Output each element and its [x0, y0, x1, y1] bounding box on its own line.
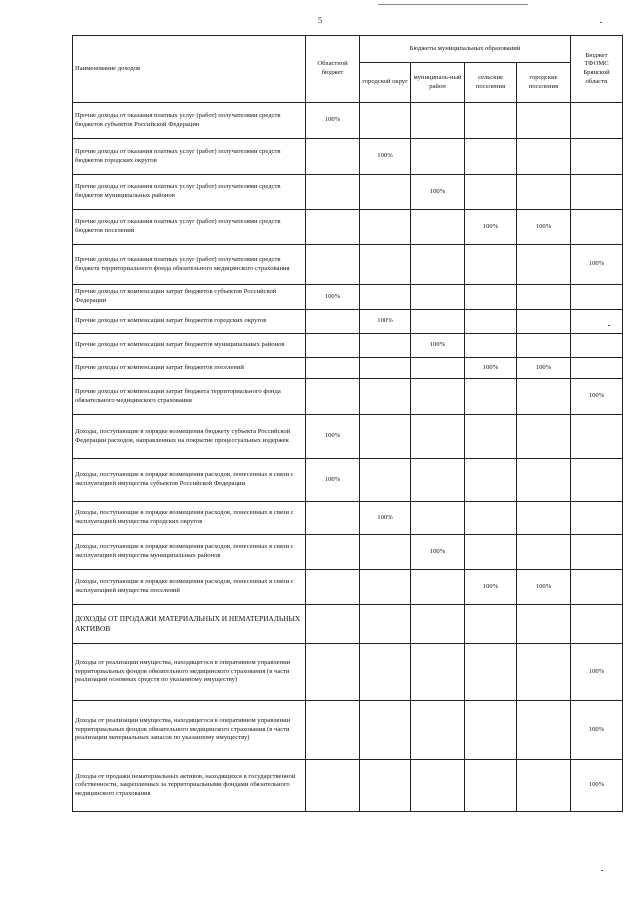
table-row [73, 644, 623, 701]
percent-cell [360, 285, 411, 310]
header-regional-budget: Областной бюджет [306, 36, 360, 103]
table-row [73, 379, 623, 415]
percent-cell [465, 459, 517, 502]
income-name: Доходы, поступающие в порядке возмещения расходов, понесенных в связи с эксплуатацией имущества субъектов Российской Федерации [73, 459, 306, 502]
percent-cell [465, 334, 517, 358]
table-body [73, 103, 623, 812]
percent-cell [517, 644, 571, 701]
table-row [73, 175, 623, 210]
percent-cell [571, 334, 623, 358]
percent-cell [306, 210, 360, 245]
percent-cell [411, 379, 465, 415]
income-name: Прочие доходы от оказания платных услуг (работ) получателями средств бюджетов поселений [73, 210, 306, 245]
income-name: Доходы от реализации имущества, находящегося в оперативном управлении территориальных фондов обязательного медицинского страхования (в части реализации материальных запасов по указанному имуществу) [73, 701, 306, 760]
percent-cell [411, 103, 465, 139]
percent-cell: 100% [465, 210, 517, 245]
percent-cell [360, 210, 411, 245]
percent-cell: 100% [571, 760, 623, 812]
percent-cell [306, 535, 360, 570]
percent-cell: 100% [465, 358, 517, 379]
percent-cell [306, 605, 360, 644]
percent-cell [411, 459, 465, 502]
income-name: Прочие доходы от компенсации затрат бюджетов поселений [73, 358, 306, 379]
percent-cell [465, 139, 517, 175]
percent-cell [360, 459, 411, 502]
percent-cell [571, 459, 623, 502]
section-row [73, 605, 623, 644]
income-name: Прочие доходы от оказания платных услуг (работ) получателями средств бюджета территориального фонда обязательного медицинского страхования [73, 245, 306, 285]
percent-cell [465, 701, 517, 760]
percent-cell [360, 245, 411, 285]
percent-cell [411, 605, 465, 644]
percent-cell [411, 570, 465, 605]
income-name: Прочие доходы от оказания платных услуг (работ) получателями средств бюджетов субъектов Российской Федерации [73, 103, 306, 139]
table-row [73, 285, 623, 310]
table-row [73, 310, 623, 334]
percent-cell [465, 285, 517, 310]
percent-cell [465, 502, 517, 535]
percent-cell [465, 605, 517, 644]
percent-cell: 100% [360, 310, 411, 334]
percent-cell [306, 701, 360, 760]
income-name: Прочие доходы от компенсации затрат бюджетов городских округов [73, 310, 306, 334]
percent-cell [465, 175, 517, 210]
percent-cell [360, 644, 411, 701]
percent-cell [571, 605, 623, 644]
percent-cell [306, 379, 360, 415]
percent-cell [517, 415, 571, 459]
percent-cell [517, 535, 571, 570]
percent-cell: 100% [571, 245, 623, 285]
income-name: Доходы, поступающие в порядке возмещения расходов, понесенных в связи с эксплуатацией имущества городских округов [73, 502, 306, 535]
percent-cell [360, 358, 411, 379]
percent-cell [306, 175, 360, 210]
percent-cell: 100% [517, 358, 571, 379]
percent-cell [517, 459, 571, 502]
percent-cell [465, 415, 517, 459]
header-rural-settlements: сельские поселения [465, 63, 517, 103]
percent-cell: 100% [517, 570, 571, 605]
percent-cell: 100% [306, 285, 360, 310]
percent-cell [306, 502, 360, 535]
percent-cell [411, 210, 465, 245]
percent-cell: 100% [517, 210, 571, 245]
table-row [73, 459, 623, 502]
percent-cell [306, 310, 360, 334]
percent-cell [411, 502, 465, 535]
percent-cell [360, 535, 411, 570]
percent-cell [517, 605, 571, 644]
percent-cell: 100% [465, 570, 517, 605]
percent-cell [571, 210, 623, 245]
scan-speck [600, 22, 602, 23]
income-distribution-table [72, 35, 623, 812]
top-edge-rule [378, 4, 528, 5]
percent-cell [465, 245, 517, 285]
percent-cell [571, 285, 623, 310]
table-row [73, 334, 623, 358]
page-number: 5 [318, 16, 322, 25]
percent-cell [306, 245, 360, 285]
percent-cell [411, 358, 465, 379]
percent-cell [571, 570, 623, 605]
percent-cell [517, 285, 571, 310]
table-row [73, 701, 623, 760]
percent-cell: 100% [571, 701, 623, 760]
percent-cell [360, 103, 411, 139]
income-name: Доходы, поступающие в порядке возмещения расходов, понесенных в связи с эксплуатацией имущества муниципальных районов [73, 535, 306, 570]
percent-cell: 100% [360, 139, 411, 175]
percent-cell [306, 358, 360, 379]
percent-cell [360, 379, 411, 415]
percent-cell [306, 334, 360, 358]
table-row [73, 760, 623, 812]
table-row [73, 245, 623, 285]
scan-speck [601, 870, 603, 871]
percent-cell [517, 701, 571, 760]
table-row [73, 358, 623, 379]
table-row [73, 415, 623, 459]
percent-cell [517, 245, 571, 285]
percent-cell: 100% [411, 175, 465, 210]
table-row [73, 570, 623, 605]
percent-cell [411, 245, 465, 285]
percent-cell: 100% [411, 535, 465, 570]
percent-cell: 100% [360, 502, 411, 535]
percent-cell [411, 760, 465, 812]
percent-cell [306, 644, 360, 701]
percent-cell [517, 175, 571, 210]
percent-cell [517, 502, 571, 535]
header-income-name: Наименование доходов [73, 36, 306, 103]
percent-cell [411, 644, 465, 701]
percent-cell: 100% [571, 644, 623, 701]
percent-cell [360, 605, 411, 644]
section-title: ДОХОДЫ ОТ ПРОДАЖИ МАТЕРИАЛЬНЫХ И НЕМАТЕРИАЛЬНЫХ АКТИВОВ [73, 605, 306, 644]
income-name: Доходы, поступающие в порядке возмещения бюджету субъекта Российской Федерации расходов, направленных на покрытие процессуальных издержек [73, 415, 306, 459]
percent-cell [465, 310, 517, 334]
header-urban-settlements: городские поселения [517, 63, 571, 103]
percent-cell [571, 535, 623, 570]
income-name: Прочие доходы от компенсации затрат бюджетов муниципальных районов [73, 334, 306, 358]
percent-cell [517, 310, 571, 334]
table-row [73, 210, 623, 245]
header-city-district: городской округ [360, 63, 411, 103]
percent-cell [517, 139, 571, 175]
percent-cell [360, 415, 411, 459]
percent-cell [517, 103, 571, 139]
percent-cell [465, 535, 517, 570]
income-name: Прочие доходы от компенсации затрат бюджета территориального фонда обязательного медицинского страхования [73, 379, 306, 415]
income-name: Доходы, поступающие в порядке возмещения расходов, понесенных в связи с эксплуатацией имущества поселений [73, 570, 306, 605]
table-row [73, 103, 623, 139]
percent-cell [306, 760, 360, 812]
percent-cell [306, 570, 360, 605]
income-name: Прочие доходы от компенсации затрат бюджетов субъектов Российской Федерации [73, 285, 306, 310]
percent-cell [517, 760, 571, 812]
percent-cell: 100% [306, 459, 360, 502]
header-municipal-district: муниципаль-ный район [411, 63, 465, 103]
percent-cell [517, 334, 571, 358]
percent-cell [571, 175, 623, 210]
percent-cell [465, 644, 517, 701]
percent-cell: 100% [571, 379, 623, 415]
percent-cell [360, 334, 411, 358]
percent-cell [411, 285, 465, 310]
percent-cell: 100% [411, 334, 465, 358]
percent-cell [571, 502, 623, 535]
percent-cell [360, 760, 411, 812]
income-name: Доходы от реализации имущества, находящегося в оперативном управлении территориальных фондов обязательного медицинского страхования (в части реализации основных средств по указанному имуществу) [73, 644, 306, 701]
percent-cell [571, 415, 623, 459]
percent-cell [360, 701, 411, 760]
percent-cell [465, 379, 517, 415]
table-row [73, 139, 623, 175]
percent-cell [411, 139, 465, 175]
percent-cell [411, 701, 465, 760]
percent-cell: 100% [306, 103, 360, 139]
percent-cell [465, 103, 517, 139]
percent-cell [517, 379, 571, 415]
percent-cell [411, 310, 465, 334]
table-row [73, 535, 623, 570]
income-name: Доходы от продажи нематериальных активов, находящихся в государственной собственности, закрепленных за территориальными фондами обязательного медицинского страхования [73, 760, 306, 812]
percent-cell [465, 760, 517, 812]
percent-cell: 100% [306, 415, 360, 459]
table-row [73, 502, 623, 535]
percent-cell [360, 570, 411, 605]
percent-cell [571, 103, 623, 139]
header-municipal-budgets: Бюджеты муниципальных образований [360, 36, 571, 63]
header-tfoms-budget: Бюджет ТФОМС Брянской области [571, 36, 623, 103]
percent-cell [411, 415, 465, 459]
income-name: Прочие доходы от оказания платных услуг (работ) получателями средств бюджетов городских округов [73, 139, 306, 175]
percent-cell [571, 358, 623, 379]
percent-cell [571, 139, 623, 175]
header-row-top [73, 36, 623, 63]
percent-cell [306, 139, 360, 175]
percent-cell [360, 175, 411, 210]
percent-cell [571, 310, 623, 334]
income-name: Прочие доходы от оказания платных услуг (работ) получателями средств бюджетов муниципальных районов [73, 175, 306, 210]
